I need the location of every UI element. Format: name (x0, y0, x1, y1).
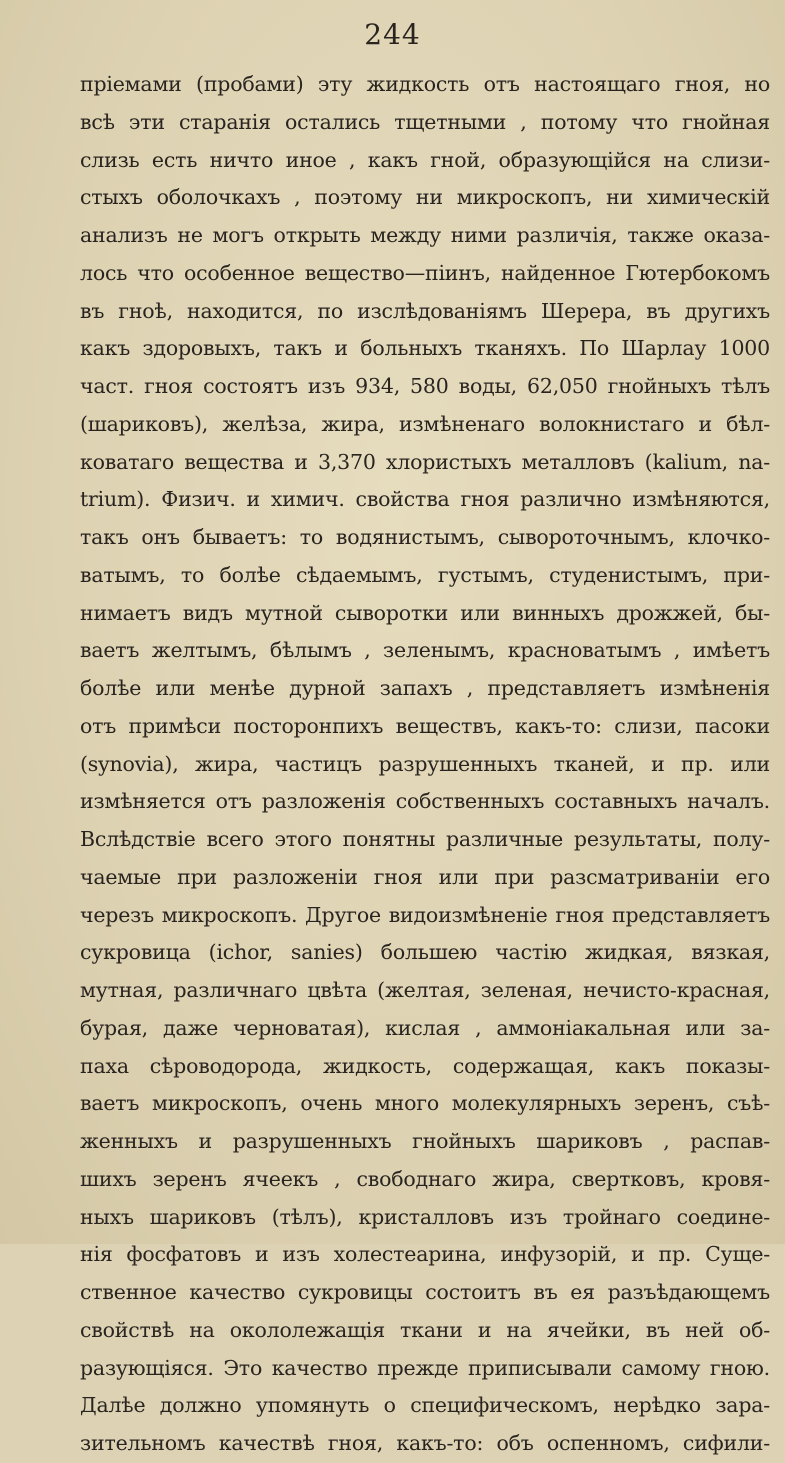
text-line: измѣняется отъ разложенія собственныхъ составныхъ началъ. (80, 789, 770, 814)
text-line: анализъ не могъ открыть между ними различія, также оказа- (80, 223, 770, 247)
text-line: паха сѣроводорода, жидкость, содержащая, какъ показы- (80, 1053, 770, 1078)
text-line: отъ примѣси посторонпихъ веществъ, какъ-то: слизи, пасоки (80, 713, 770, 738)
text-line: такъ онъ бываетъ: то водянистымъ, сывороточнымъ, клочко- (80, 525, 770, 549)
text-line: ныхъ шариковъ (тѣлъ), кристалловъ изъ тройнаго соедине- (80, 1204, 770, 1229)
text-line: Вслѣдствіе всего этого понятны различные результаты, полу- (80, 827, 770, 851)
text-line: пріемами (пробами) эту жидкость отъ настоящаго гноя, но (80, 72, 770, 96)
text-line: мутная, различнаго цвѣта (желтая, зеленая, нечисто-красная, (80, 978, 770, 1002)
text-body (80, 66, 770, 1463)
text-line: стыхъ оболочкахъ , поэтому ни микроскопъ, ни химическій (80, 185, 770, 210)
text-line: всѣ эти старанія остались тщетными , потому что гнойная (80, 109, 770, 134)
text-line: лось что особенное вещество—піинъ, найденное Гютербокомъ (80, 260, 770, 285)
text-line: женныхъ и разрушенныхъ гнойныхъ шариковъ , распав- (80, 1129, 770, 1153)
text-line: въ гноѣ, находится, по изслѣдованіямъ Шерера, въ другихъ (80, 298, 770, 323)
text-line: черезъ микроскопъ. Другое видоизмѣненіе гноя представляетъ (80, 902, 770, 927)
page-number: 244 (364, 18, 421, 51)
text-line: trium). Физич. и химич. свойства гноя различно измѣняются, (80, 487, 770, 512)
text-line: бурая, даже черноватая), кислая , аммоніакальная или за- (80, 1015, 770, 1040)
text-line: ваетъ микроскопъ, очень много молекулярныхъ зеренъ, съѣ- (80, 1091, 770, 1116)
text-line: сукровица (ichor, sanies) большею частію жидкая, вязкая, (80, 940, 770, 965)
text-line: чаемые при разложеніи гноя или при разсматриваніи его (80, 864, 770, 889)
text-line: част. гноя состоятъ изъ 934, 580 воды, 62,050 гнойныхъ тѣлъ (80, 374, 770, 398)
text-line: болѣе или менѣе дурной запахъ , представляетъ измѣненія (80, 676, 770, 700)
text-line: (шариковъ), желѣза, жира, измѣненаго волокнистаго и бѣл- (80, 411, 770, 436)
text-line: шихъ зеренъ ячеекъ , свободнаго жира, свертковъ, кровя- (80, 1166, 770, 1191)
text-line: ственное качество сукровицы состоитъ въ ея разъѣдающемъ (80, 1280, 770, 1304)
text-line: нимаетъ видъ мутной сыворотки или винныхъ дрожжей, бы- (80, 600, 770, 625)
text-line: Далѣе должно упомянуть о специфическомъ, нерѣдко зара- (80, 1393, 770, 1418)
text-line: ватымъ, то болѣе сѣдаемымъ, густымъ, студенистымъ, при- (80, 562, 770, 587)
text-line: нія фосфатовъ и изъ холестеарина, инфузорій, и пр. Суще- (80, 1242, 770, 1267)
text-line: ваетъ желтымъ, бѣлымъ , зеленымъ, красноватымъ , имѣетъ (80, 638, 770, 663)
text-line: какъ здоровыхъ, такъ и больныхъ тканяхъ. По Шарлау 1000 (80, 336, 770, 361)
text-line: слизь есть ничто иное , какъ гной, образующійся на слизи- (80, 147, 770, 172)
text-line: разующіяся. Это качество прежде приписывали самому гною. (80, 1355, 770, 1380)
text-line: свойствѣ на окололежащія ткани и на ячейки, въ ней об- (80, 1317, 770, 1342)
text-line: зительномъ качествѣ гноя, какъ-то: объ оспенномъ, сифили- (80, 1431, 770, 1455)
text-line: коватаго вещества и 3,370 хлористыхъ металловъ (kalium, na- (80, 449, 770, 474)
text-line: (synovia), жира, частицъ разрушенныхъ тканей, и пр. или (80, 751, 770, 776)
